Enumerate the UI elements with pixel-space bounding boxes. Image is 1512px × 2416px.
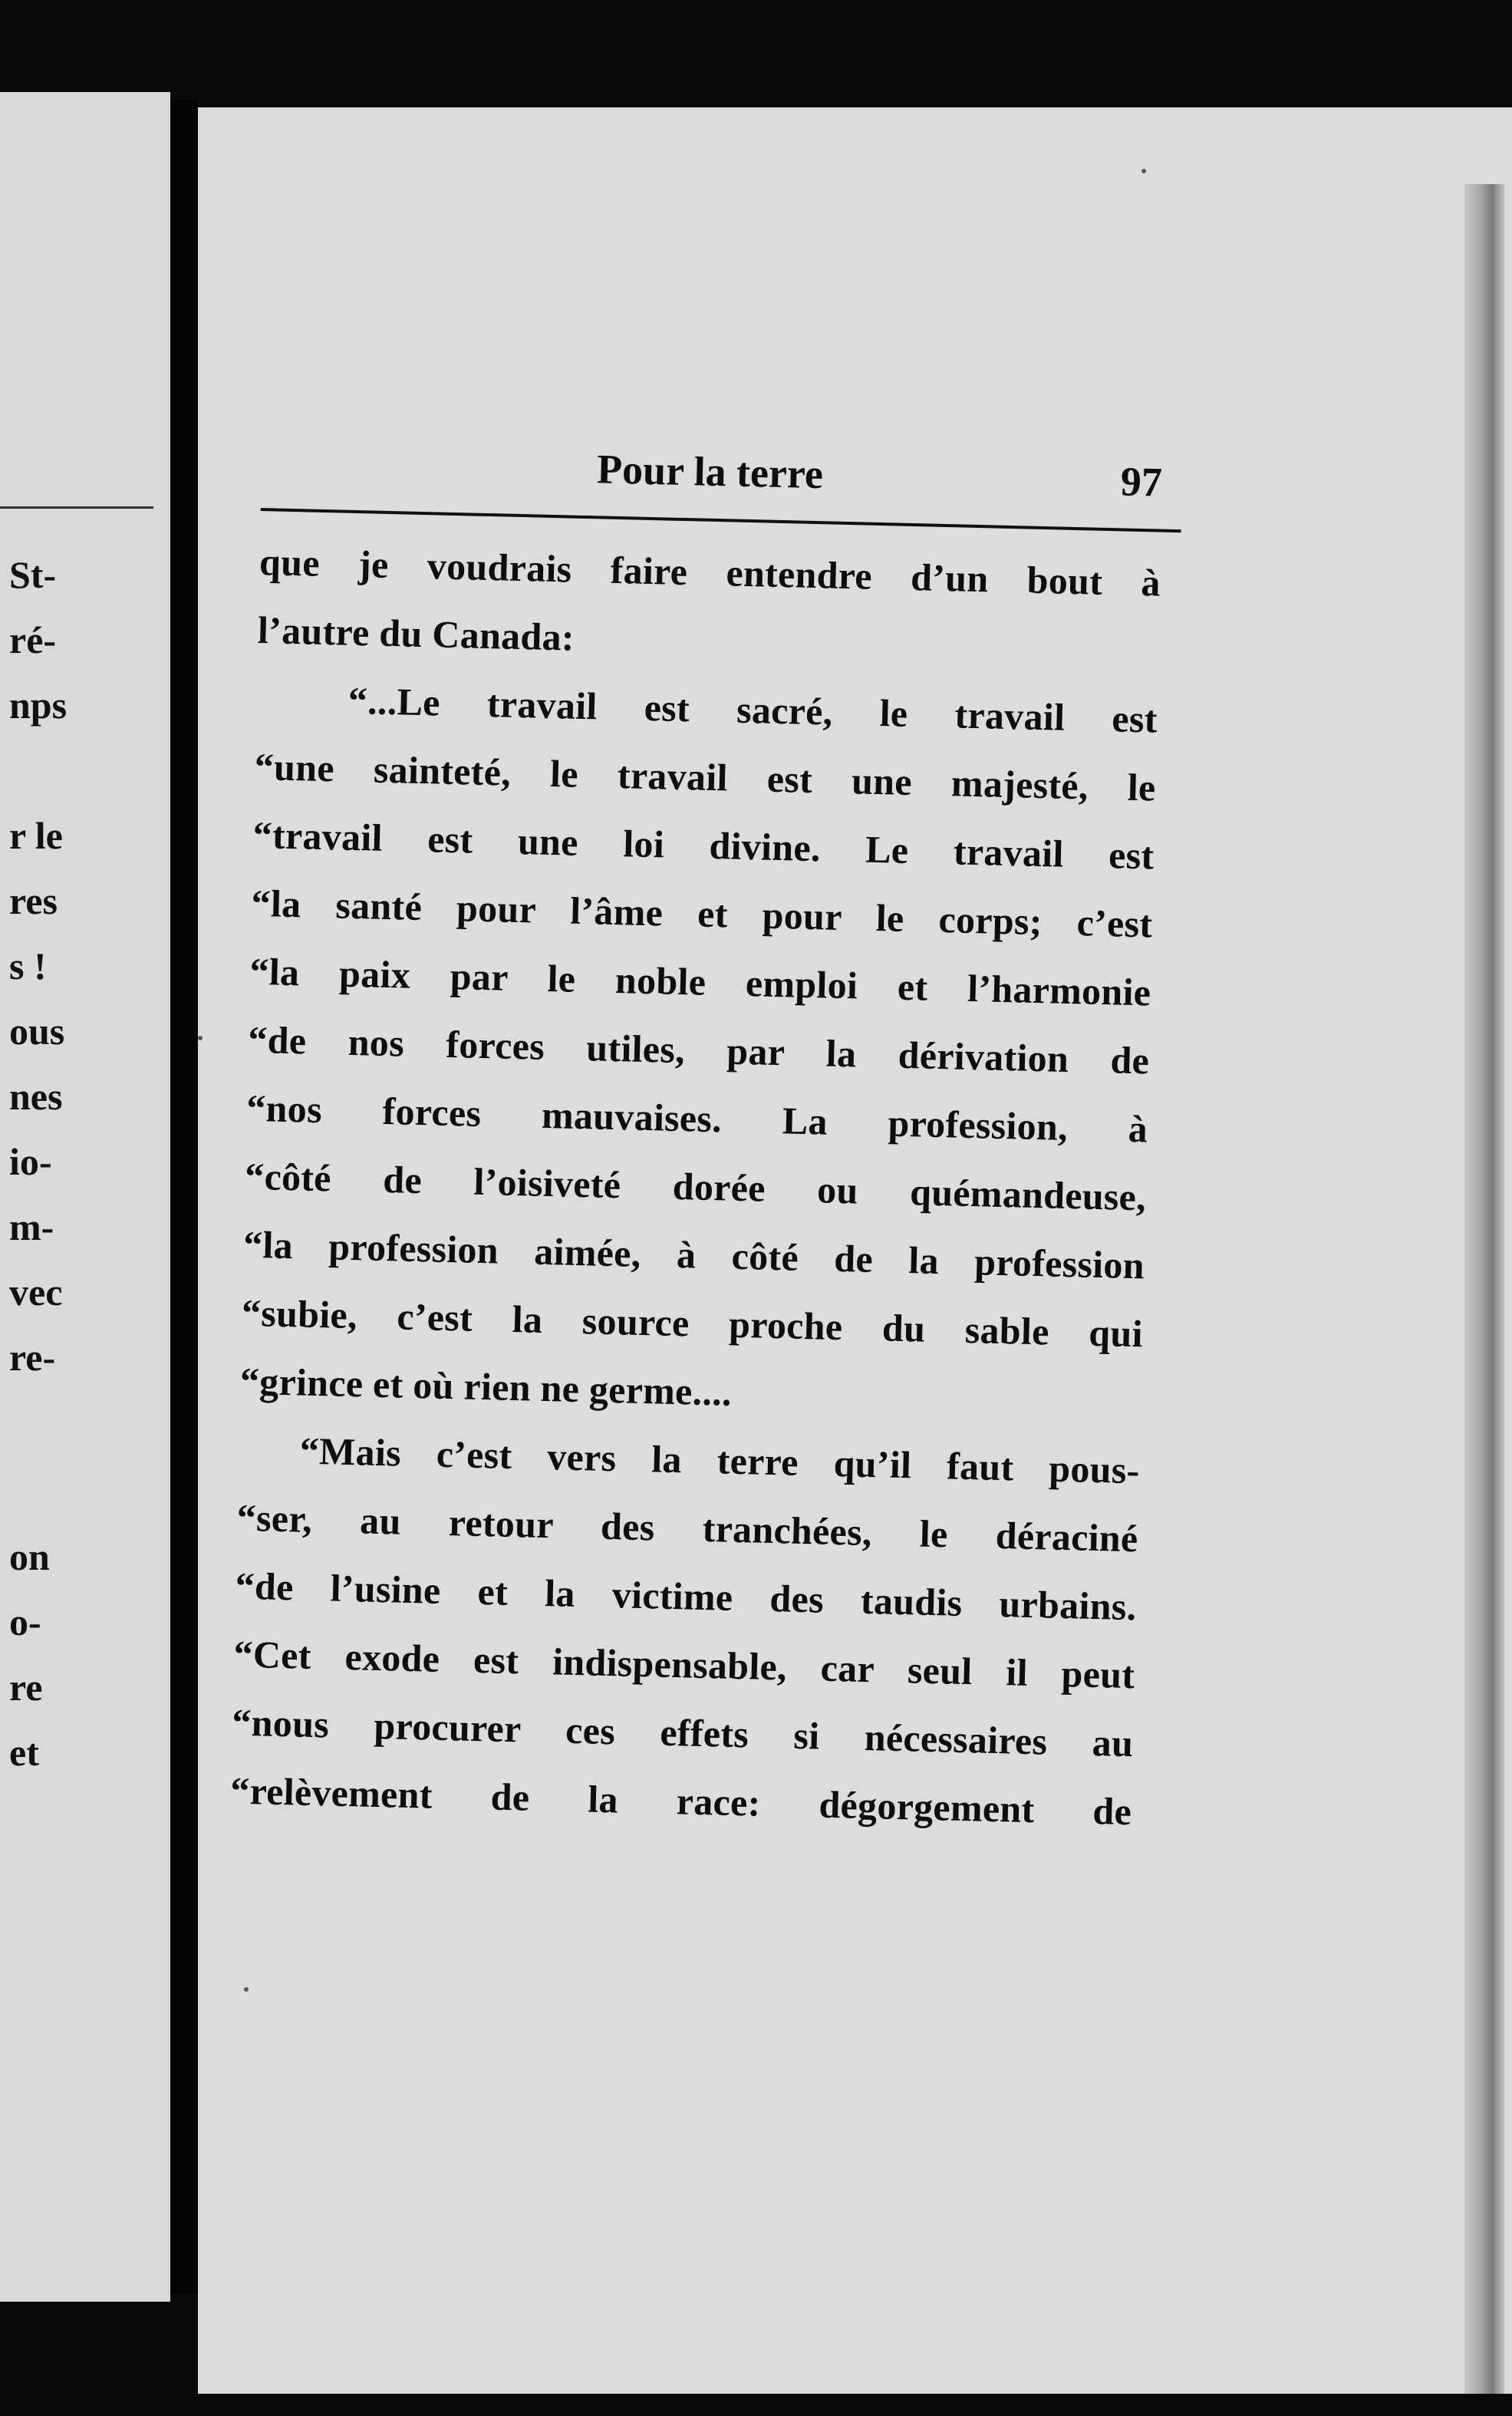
text-line: “la santé pour l’âme et pour le corps; c’est <box>251 881 1154 946</box>
previous-page-line: ré- <box>9 618 57 661</box>
text-line: l’autre du Canada: <box>257 608 575 659</box>
previous-page-line: re- <box>9 1336 56 1379</box>
running-title: Pour la terre <box>596 446 824 498</box>
text-line: “de nos forces utiles, par la dérivation de <box>247 1017 1150 1083</box>
text-line: “de l’usine et la victime des taudis urbains. <box>235 1564 1138 1629</box>
previous-page-header-rule <box>0 506 153 509</box>
text-line: “travail est une loi divine. Le travail est <box>252 812 1155 878</box>
previous-page-line: s ! <box>9 944 47 987</box>
previous-page-line: io- <box>9 1140 52 1183</box>
previous-page-line: et <box>9 1731 39 1774</box>
previous-page-line: re <box>9 1666 43 1709</box>
body-text <box>229 528 1181 1847</box>
previous-page-line: o- <box>9 1600 41 1643</box>
page-edge-shadow <box>1464 184 1504 2394</box>
previous-page-line: nps <box>9 684 68 727</box>
previous-page-line: ous <box>9 1010 65 1053</box>
previous-page-line: vec <box>9 1271 63 1313</box>
text-line: “nos forces mauvaises. La profession, à <box>245 1086 1148 1151</box>
previous-page-line: St- <box>9 553 57 596</box>
text-line: “Mais c’est vers la terre qu’il faut pous- <box>299 1429 1141 1492</box>
book-page <box>198 107 1512 2394</box>
text-line: “une sainteté, le travail est une majesté, le <box>254 744 1157 809</box>
text-line: “la profession aimée, à côté de la profession <box>242 1222 1145 1287</box>
running-head <box>261 437 1183 528</box>
text-line: “la paix par le noble emploi et l’harmonie <box>249 949 1151 1014</box>
previous-page-line: on <box>9 1535 50 1578</box>
previous-page-line: m- <box>9 1205 54 1248</box>
previous-page-line: r le <box>9 814 63 857</box>
paper-speck <box>244 1987 249 1992</box>
text-line: “...Le travail est sacré, le travail est <box>348 678 1158 741</box>
text-line: “subie, c’est la source proche du sable qui <box>241 1290 1144 1356</box>
text-line: “ser, au retour des tranchées, le déraciné <box>236 1495 1139 1561</box>
book-gutter <box>170 100 198 2294</box>
text-line: que je voudrais faire entendre d’un bout à <box>259 539 1161 605</box>
previous-page-fragment <box>0 92 170 2302</box>
text-line: “nous procurer ces effets si nécessaires au <box>231 1700 1134 1765</box>
text-line: “relèvement de la race: dégorgement de <box>229 1768 1132 1834</box>
page-number: 97 <box>1120 458 1163 506</box>
header-rule <box>261 508 1181 532</box>
page-text-block <box>229 437 1183 1834</box>
paper-speck <box>198 1036 203 1040</box>
previous-page-line: res <box>9 879 58 922</box>
text-line: “Cet exode est indispensable, car seul il peut <box>232 1632 1135 1697</box>
previous-page-line: nes <box>9 1075 63 1118</box>
text-line: “grince et où rien ne germe.... <box>239 1359 733 1414</box>
paper-speck <box>1141 169 1146 173</box>
text-line: “côté de l’oisiveté dorée ou quémandeuse, <box>244 1154 1147 1219</box>
